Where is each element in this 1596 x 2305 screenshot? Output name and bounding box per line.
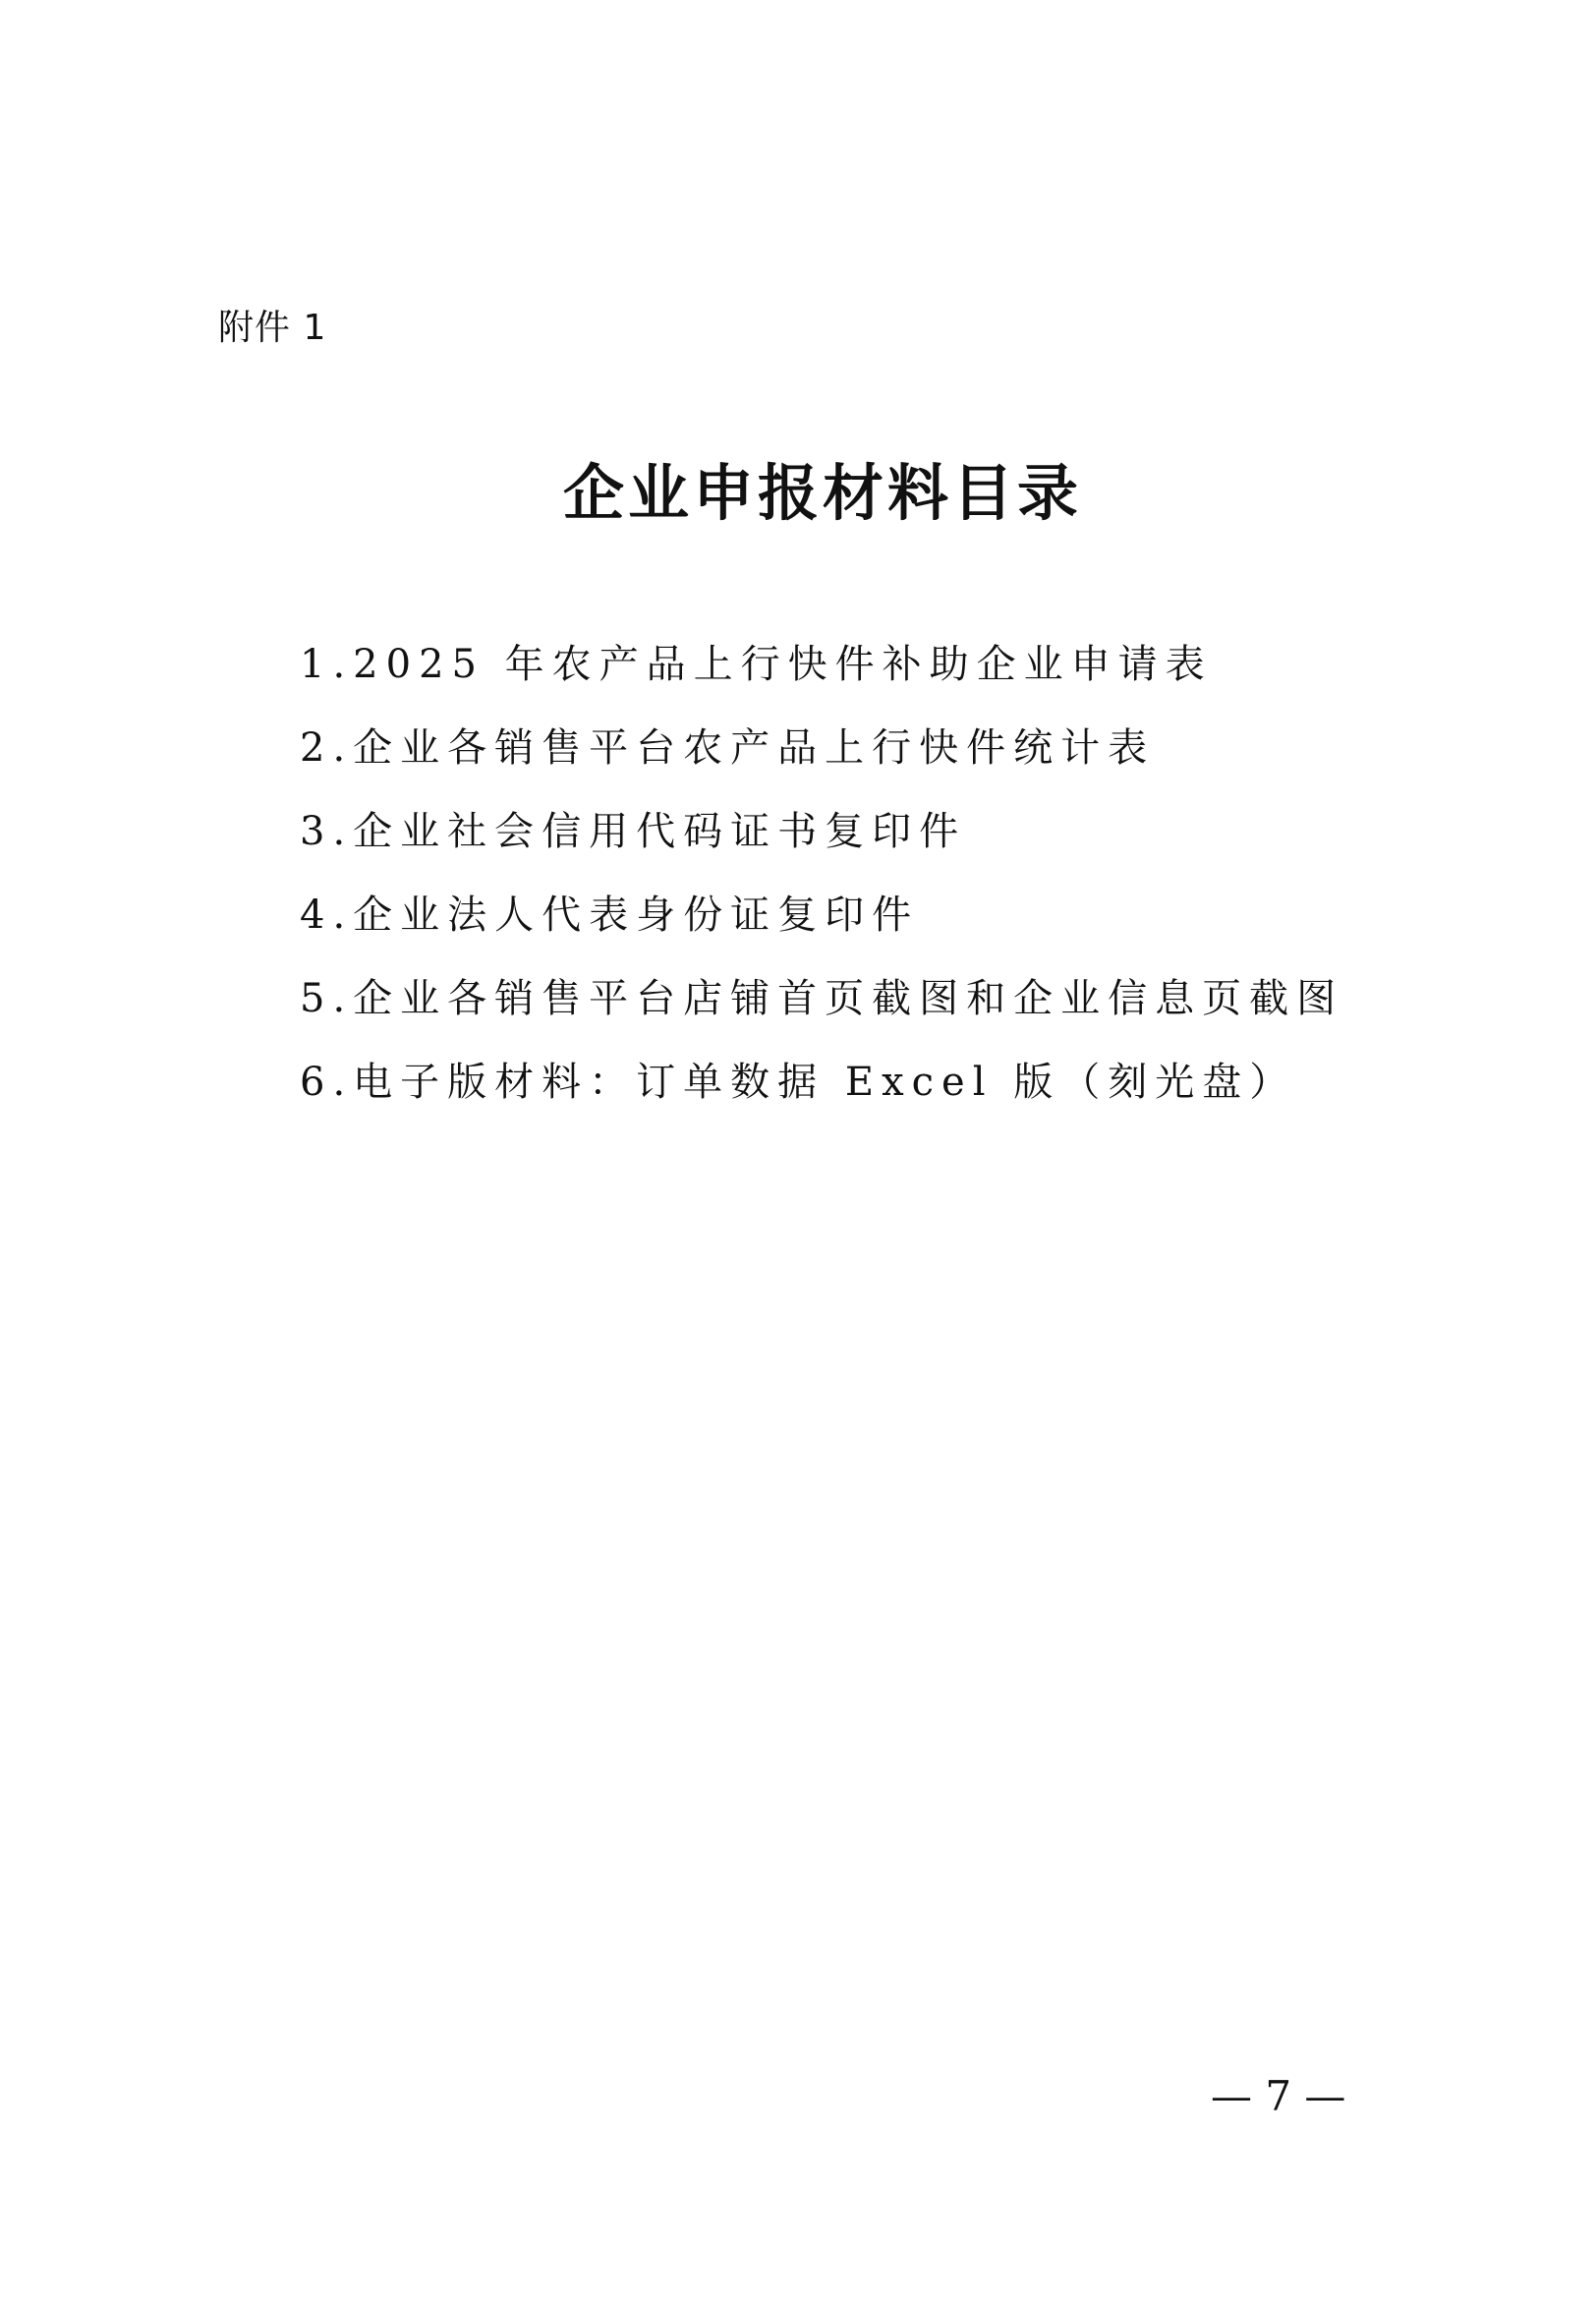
list-item: 1.2025 年农产品上行快件补助企业申请表 — [300, 642, 1213, 687]
list-item: 3.企业社会信用代码证书复印件 — [300, 809, 967, 854]
page-number: — 7 — — [1211, 2072, 1346, 2120]
attachment-label: 附件 1 — [218, 308, 327, 348]
list-item: 5.企业各销售平台店铺首页截图和企业信息页截图 — [300, 976, 1344, 1021]
material-list — [300, 638, 1343, 1139]
list-item: 4.企业法人代表身份证复印件 — [300, 893, 920, 938]
list-item: 2.企业各销售平台农产品上行快件统计表 — [300, 725, 1156, 771]
page-title: 企业申报材料目录 — [562, 457, 1082, 529]
list-item: 6.电子版材料：订单数据 Excel 版（刻光盘） — [300, 1060, 1297, 1105]
